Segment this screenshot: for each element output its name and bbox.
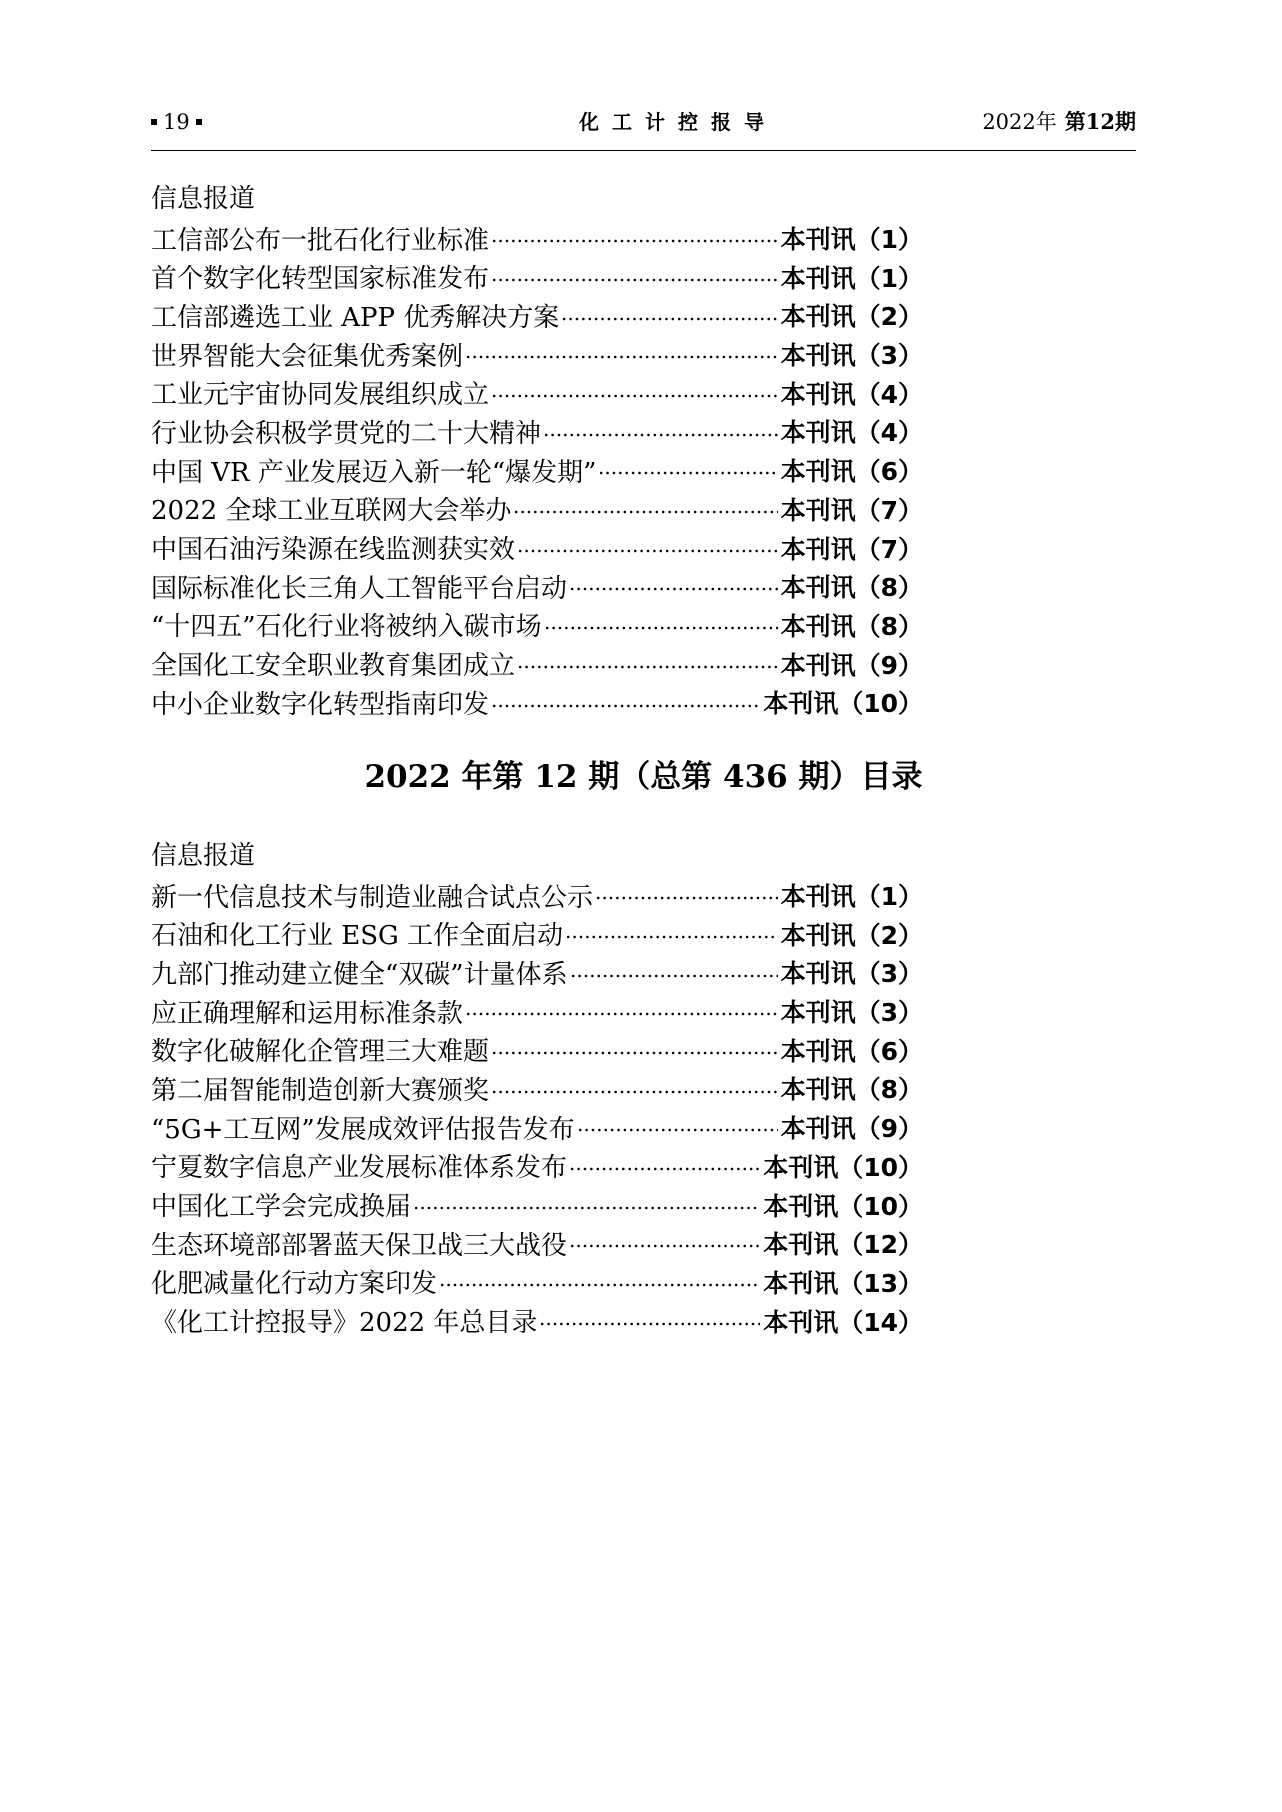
toc-entry-page: （7） bbox=[855, 495, 923, 525]
dot-leader bbox=[491, 1069, 778, 1108]
toc-entry bbox=[151, 219, 923, 258]
toc-entry-title: “5G+工互网”发展成效评估报告发布 bbox=[151, 1114, 575, 1145]
toc-entry-source: 本刊讯 bbox=[763, 1230, 839, 1260]
page-number bbox=[151, 108, 202, 136]
toc-entry-title: 首个数字化转型国家标准发布 bbox=[151, 264, 490, 295]
toc-entry-source: 本刊讯 bbox=[780, 495, 856, 525]
dot-leader bbox=[513, 490, 777, 529]
toc-entry-title: 化肥减量化行动方案印发 bbox=[151, 1269, 438, 1300]
toc-entry bbox=[151, 1069, 923, 1108]
toc-entry-title: 全国化工安全职业教育集团成立 bbox=[151, 651, 516, 682]
toc-entry-title: 世界智能大会征集优秀案例 bbox=[151, 341, 464, 372]
toc-entry-page: （9） bbox=[855, 650, 923, 680]
toc-entry-page: （12） bbox=[838, 1230, 923, 1260]
toc-entry-title: 宁夏数字信息产业发展标准体系发布 bbox=[151, 1153, 568, 1184]
toc-entry-title: 工信部公布一批石化行业标准 bbox=[151, 225, 490, 256]
toc-entry-page: （13） bbox=[838, 1268, 923, 1298]
toc-entry bbox=[151, 606, 923, 645]
journal-title: 化工计控报导 bbox=[579, 110, 777, 134]
toc-entry-source: 本刊讯 bbox=[763, 1307, 839, 1337]
toc-entry-source: 本刊讯 bbox=[763, 1152, 839, 1182]
toc-entry-page: （8） bbox=[855, 611, 923, 641]
toc-entry-title: 《化工计控报导》2022 年总目录 bbox=[151, 1308, 538, 1339]
toc-entry-source: 本刊讯 bbox=[780, 959, 856, 989]
dot-leader bbox=[465, 992, 778, 1031]
toc-entry-source: 本刊讯 bbox=[763, 1268, 839, 1298]
toc-entry-page: （6） bbox=[855, 1036, 923, 1066]
dot-leader bbox=[517, 528, 778, 567]
toc-entry bbox=[151, 296, 923, 335]
toc-entry-title: 工业元宇宙协同发展组织成立 bbox=[151, 380, 490, 411]
toc-entry-page: （14） bbox=[838, 1307, 923, 1337]
issue-number: 第12期 bbox=[1064, 109, 1136, 134]
toc-entry-title: 中国石油污染源在线监测获实效 bbox=[151, 535, 516, 566]
toc-entry-page: （3） bbox=[855, 341, 923, 371]
toc-entry bbox=[151, 1263, 923, 1302]
dot-leader bbox=[569, 567, 778, 606]
toc-entry-source: 本刊讯 bbox=[780, 573, 856, 603]
toc-list bbox=[151, 219, 923, 722]
toc-entry-source: 本刊讯 bbox=[780, 341, 856, 371]
toc-entry-source: 本刊讯 bbox=[780, 1114, 856, 1144]
dot-leader bbox=[544, 606, 778, 645]
toc-entry-page: （2） bbox=[855, 302, 923, 332]
square-bullet-icon bbox=[151, 119, 157, 125]
toc-entry-title: 工信部遴选工业 APP 优秀解决方案 bbox=[151, 302, 560, 333]
toc-entry bbox=[151, 373, 923, 412]
toc-entry-source: 本刊讯 bbox=[780, 418, 856, 448]
toc-entry bbox=[151, 1108, 923, 1147]
toc-entry bbox=[151, 528, 923, 567]
toc-entry-source: 本刊讯 bbox=[780, 534, 856, 564]
toc-entry bbox=[151, 1224, 923, 1263]
toc-entry-page: （9） bbox=[855, 1114, 923, 1144]
toc-entry-source: 本刊讯 bbox=[780, 379, 856, 409]
dot-leader bbox=[569, 1147, 760, 1186]
dot-leader bbox=[491, 219, 778, 258]
toc-entry-page: （1） bbox=[855, 882, 923, 912]
toc-entry-page: （4） bbox=[855, 379, 923, 409]
toc-entry-source: 本刊讯 bbox=[763, 1191, 839, 1221]
contents-title: 2022 年第 12 期（总第 436 期）目录 bbox=[364, 759, 923, 795]
section-heading: 信息报道 bbox=[151, 184, 256, 214]
dot-leader bbox=[570, 953, 778, 992]
toc-entry-title: 中小企业数字化转型指南印发 bbox=[151, 689, 490, 720]
section-heading: 信息报道 bbox=[151, 841, 256, 871]
dot-leader bbox=[465, 335, 778, 374]
toc-entry-title: 新一代信息技术与制造业融合试点公示 bbox=[151, 882, 594, 913]
toc-entry-title: 应正确理解和运用标准条款 bbox=[151, 998, 464, 1029]
toc-entry bbox=[151, 1147, 923, 1186]
toc-entry-title: 行业协会积极学贯党的二十大精神 bbox=[151, 418, 542, 449]
toc-section bbox=[151, 837, 923, 1340]
dot-leader bbox=[491, 373, 778, 412]
toc-entry-source: 本刊讯 bbox=[780, 263, 856, 293]
toc-entry-source: 本刊讯 bbox=[780, 302, 856, 332]
dot-leader bbox=[491, 1030, 778, 1069]
toc-entry bbox=[151, 451, 923, 490]
dot-leader bbox=[413, 1185, 760, 1224]
dot-leader bbox=[517, 644, 778, 683]
dot-leader bbox=[598, 451, 777, 490]
toc-entry-page: （8） bbox=[855, 1075, 923, 1105]
toc-entry-title: 石油和化工行业 ESG 工作全面启动 bbox=[151, 921, 564, 952]
toc-entry-title: 九部门推动建立健全“双碳”计量体系 bbox=[151, 959, 568, 990]
toc-entry bbox=[151, 1030, 923, 1069]
toc-entry-page: （10） bbox=[838, 689, 923, 719]
toc-entry bbox=[151, 567, 923, 606]
toc-entry-source: 本刊讯 bbox=[780, 920, 856, 950]
toc-entry-source: 本刊讯 bbox=[780, 998, 856, 1028]
toc-entry bbox=[151, 335, 923, 374]
dot-leader bbox=[439, 1263, 760, 1302]
toc-entry-page: （1） bbox=[855, 263, 923, 293]
toc-entry-source: 本刊讯 bbox=[780, 1036, 856, 1066]
toc-entry-page: （2） bbox=[855, 920, 923, 950]
toc-entry bbox=[151, 490, 923, 529]
toc-entry-page: （10） bbox=[838, 1152, 923, 1182]
issue-year: 2022年 bbox=[982, 110, 1057, 134]
page-number-text: 19 bbox=[163, 110, 190, 134]
toc-entry bbox=[151, 412, 923, 451]
dot-leader bbox=[543, 412, 778, 451]
toc-entry-title: 2022 全球工业互联网大会举办 bbox=[151, 496, 512, 527]
toc-list bbox=[151, 876, 923, 1340]
toc-entry-page: （4） bbox=[855, 418, 923, 448]
toc-entry bbox=[151, 876, 923, 915]
square-bullet-icon bbox=[196, 119, 202, 125]
header-rule bbox=[151, 150, 1136, 151]
dot-leader bbox=[595, 876, 778, 915]
toc-entry bbox=[151, 683, 923, 722]
toc-entry bbox=[151, 644, 923, 683]
toc-entry-source: 本刊讯 bbox=[780, 650, 856, 680]
dot-leader bbox=[577, 1108, 778, 1147]
dot-leader bbox=[565, 914, 777, 953]
toc-entry-title: “十四五”石化行业将被纳入碳市场 bbox=[151, 612, 542, 643]
toc-entry-page: （8） bbox=[855, 573, 923, 603]
toc-entry-source: 本刊讯 bbox=[763, 689, 839, 719]
toc-entry-source: 本刊讯 bbox=[780, 611, 856, 641]
dot-leader bbox=[569, 1224, 760, 1263]
dot-leader bbox=[539, 1301, 760, 1340]
toc-entry-source: 本刊讯 bbox=[780, 882, 856, 912]
toc-section bbox=[151, 180, 923, 722]
toc-entry-title: 中国化工学会完成换届 bbox=[151, 1192, 412, 1223]
toc-entry bbox=[151, 257, 923, 296]
toc-entry-title: 生态环境部部署蓝天保卫战三大战役 bbox=[151, 1230, 568, 1261]
toc-entry bbox=[151, 992, 923, 1031]
dot-leader bbox=[561, 296, 777, 335]
dot-leader bbox=[491, 257, 778, 296]
toc-entry-page: （10） bbox=[838, 1191, 923, 1221]
toc-entry-title: 数字化破解化企管理三大难题 bbox=[151, 1037, 490, 1068]
toc-entry-title: 中国 VR 产业发展迈入新一轮“爆发期” bbox=[151, 457, 597, 488]
dot-leader bbox=[491, 683, 760, 722]
toc-entry-title: 第二届智能制造创新大赛颁奖 bbox=[151, 1075, 490, 1106]
toc-entry-source: 本刊讯 bbox=[780, 225, 856, 255]
toc-entry-page: （1） bbox=[855, 225, 923, 255]
toc-entry bbox=[151, 1301, 923, 1340]
issue-label bbox=[982, 108, 1136, 136]
toc-entry-page: （3） bbox=[855, 998, 923, 1028]
toc-entry bbox=[151, 914, 923, 953]
toc-entry bbox=[151, 1185, 923, 1224]
toc-entry-page: （7） bbox=[855, 534, 923, 564]
toc-entry-source: 本刊讯 bbox=[780, 457, 856, 487]
toc-entry bbox=[151, 953, 923, 992]
toc-entry-page: （6） bbox=[855, 457, 923, 487]
toc-entry-title: 国际标准化长三角人工智能平台启动 bbox=[151, 573, 568, 604]
toc-entry-page: （3） bbox=[855, 959, 923, 989]
toc-entry-source: 本刊讯 bbox=[780, 1075, 856, 1105]
